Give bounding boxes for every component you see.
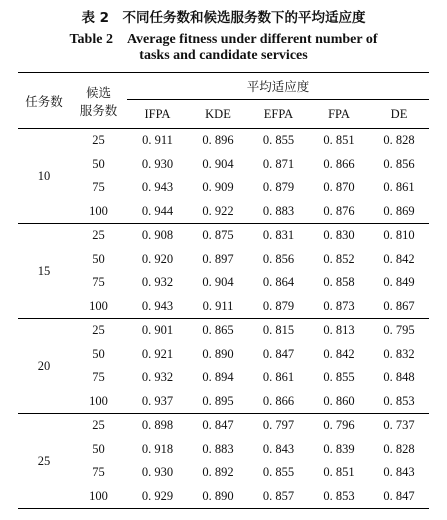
- value-cell: 0. 870: [323, 180, 355, 195]
- value-cell: 0. 911: [142, 133, 173, 148]
- value-cell: 0. 796: [323, 418, 355, 433]
- value-cell: 0. 908: [141, 228, 174, 243]
- value-cell: 0. 932: [141, 370, 174, 385]
- value-cell: 0. 797: [262, 418, 295, 433]
- fitness-table: [18, 72, 429, 509]
- value-cell: 0. 890: [202, 346, 234, 361]
- value-cell: 0. 855: [262, 133, 295, 148]
- value-cell: 0. 897: [202, 251, 234, 266]
- candidates-cell: 100: [70, 295, 127, 319]
- candidates-cell: 75: [92, 370, 105, 385]
- value-cell: 0. 879: [262, 180, 295, 195]
- value-cell: 0. 904: [202, 275, 234, 290]
- table-row: [18, 176, 429, 200]
- header-candidates: [70, 73, 127, 129]
- header-algo-efpa: EFPA: [248, 100, 309, 129]
- value-cell: 0. 828: [383, 441, 415, 456]
- table-body: [18, 129, 429, 509]
- candidates-cell: 50: [92, 251, 105, 266]
- value-cell: 0. 883: [202, 441, 234, 456]
- value-cell: 0. 855: [262, 465, 295, 480]
- value-cell: 0. 853: [309, 485, 369, 509]
- value-cell: 0. 848: [383, 370, 415, 385]
- table-caption-en-line2: tasks and candidate services: [139, 48, 308, 63]
- value-cell: 0. 851: [323, 133, 355, 148]
- value-cell: 0. 842: [383, 251, 415, 266]
- header-algo-fpa: FPA: [309, 100, 369, 129]
- value-cell: 0. 858: [323, 275, 355, 290]
- value-cell: 0. 866: [323, 156, 355, 171]
- value-cell: 0. 843: [262, 441, 295, 456]
- value-cell: 0. 842: [323, 346, 355, 361]
- value-cell: 0. 911: [188, 295, 248, 319]
- header-tasks: 任务数: [18, 73, 70, 129]
- value-cell: 0. 855: [323, 370, 355, 385]
- value-cell: 0. 857: [248, 485, 309, 509]
- value-cell: 0. 831: [262, 228, 295, 243]
- table-row: [18, 200, 429, 224]
- value-cell: 0. 861: [383, 180, 415, 195]
- value-cell: 0. 843: [383, 465, 415, 480]
- value-cell: 0. 853: [369, 390, 429, 414]
- value-cell: 0. 901: [141, 323, 174, 338]
- value-cell: 0. 815: [262, 323, 295, 338]
- value-cell: 0. 896: [202, 133, 234, 148]
- table-row: [18, 224, 429, 248]
- value-cell: 0. 847: [369, 485, 429, 509]
- table-row: [18, 248, 429, 272]
- value-cell: 0. 830: [323, 228, 355, 243]
- value-cell: 0. 737: [383, 418, 415, 433]
- candidates-cell: 50: [92, 346, 105, 361]
- table-row: [18, 319, 429, 343]
- table-row: [18, 414, 429, 438]
- candidates-cell: 25: [92, 418, 105, 433]
- value-cell: 0. 943: [141, 180, 174, 195]
- value-cell: 0. 813: [323, 323, 355, 338]
- table-row: [18, 153, 429, 177]
- value-cell: 0. 869: [369, 200, 429, 224]
- value-cell: 0. 847: [202, 418, 234, 433]
- candidates-cell: 75: [92, 465, 105, 480]
- candidates-cell: 50: [92, 441, 105, 456]
- value-cell: 0. 871: [262, 156, 295, 171]
- value-cell: 0. 944: [127, 200, 188, 224]
- value-cell: 0. 875: [202, 228, 234, 243]
- value-cell: 0. 856: [262, 251, 295, 266]
- table-row: [18, 390, 429, 414]
- candidates-cell: 50: [92, 156, 105, 171]
- value-cell: 0. 930: [141, 465, 174, 480]
- value-cell: 0. 930: [141, 156, 174, 171]
- value-cell: 0. 867: [369, 295, 429, 319]
- value-cell: 0. 909: [202, 180, 234, 195]
- header-candidates-line1: 候选: [85, 84, 111, 100]
- table-row: [18, 461, 429, 485]
- candidates-cell: 25: [92, 228, 105, 243]
- value-cell: 0. 943: [127, 295, 188, 319]
- candidates-cell: 25: [92, 133, 105, 148]
- value-cell: 0. 839: [323, 441, 355, 456]
- table-row: [18, 485, 429, 509]
- value-cell: 0. 937: [127, 390, 188, 414]
- value-cell: 0. 860: [309, 390, 369, 414]
- table-caption-cn: 表 2 不同任务数和候选服务数下的平均适应度: [81, 10, 366, 26]
- table-row: [18, 129, 429, 153]
- candidates-cell: 100: [70, 485, 127, 509]
- value-cell: 0. 879: [248, 295, 309, 319]
- value-cell: 0. 810: [383, 228, 415, 243]
- value-cell: 0. 795: [383, 323, 415, 338]
- value-cell: 0. 922: [188, 200, 248, 224]
- value-cell: 0. 894: [202, 370, 234, 385]
- tasks-cell: 25: [18, 414, 70, 509]
- candidates-cell: 100: [70, 200, 127, 224]
- value-cell: 0. 892: [202, 465, 234, 480]
- value-cell: 0. 861: [262, 370, 295, 385]
- header-avg-fitness: 平均适应度: [127, 73, 429, 100]
- value-cell: 0. 904: [202, 156, 234, 171]
- candidates-cell: 100: [70, 390, 127, 414]
- value-cell: 0. 856: [383, 156, 415, 171]
- value-cell: 0. 918: [141, 441, 174, 456]
- table-row: [18, 438, 429, 462]
- value-cell: 0. 921: [141, 346, 174, 361]
- table-row: [18, 366, 429, 390]
- value-cell: 0. 920: [141, 251, 174, 266]
- table-row: [18, 271, 429, 295]
- tasks-cell: 15: [18, 224, 70, 319]
- table-row: [18, 343, 429, 367]
- candidates-cell: 75: [92, 275, 105, 290]
- value-cell: 0. 932: [141, 275, 174, 290]
- value-cell: 0. 873: [309, 295, 369, 319]
- value-cell: 0. 851: [323, 465, 355, 480]
- header-candidates-line2: 服务数: [79, 102, 118, 118]
- header-algo-ifpa: IFPA: [127, 100, 188, 129]
- value-cell: 0. 866: [248, 390, 309, 414]
- value-cell: 0. 847: [262, 346, 295, 361]
- value-cell: 0. 852: [323, 251, 355, 266]
- candidates-cell: 25: [92, 323, 105, 338]
- table-caption-en-line1: Table 2 Average fitness under different number of: [69, 32, 378, 47]
- value-cell: 0. 895: [188, 390, 248, 414]
- header-algo-de: DE: [369, 100, 429, 129]
- value-cell: 0. 828: [383, 133, 415, 148]
- tasks-cell: 20: [18, 319, 70, 414]
- value-cell: 0. 883: [248, 200, 309, 224]
- table-row: [18, 295, 429, 319]
- value-cell: 0. 876: [309, 200, 369, 224]
- candidates-cell: 75: [92, 180, 105, 195]
- value-cell: 0. 865: [202, 323, 234, 338]
- header-algo-kde: KDE: [188, 100, 248, 129]
- value-cell: 0. 864: [262, 275, 295, 290]
- value-cell: 0. 929: [127, 485, 188, 509]
- value-cell: 0. 890: [188, 485, 248, 509]
- value-cell: 0. 898: [141, 418, 174, 433]
- value-cell: 0. 849: [383, 275, 415, 290]
- tasks-cell: 10: [18, 129, 70, 224]
- value-cell: 0. 832: [383, 346, 415, 361]
